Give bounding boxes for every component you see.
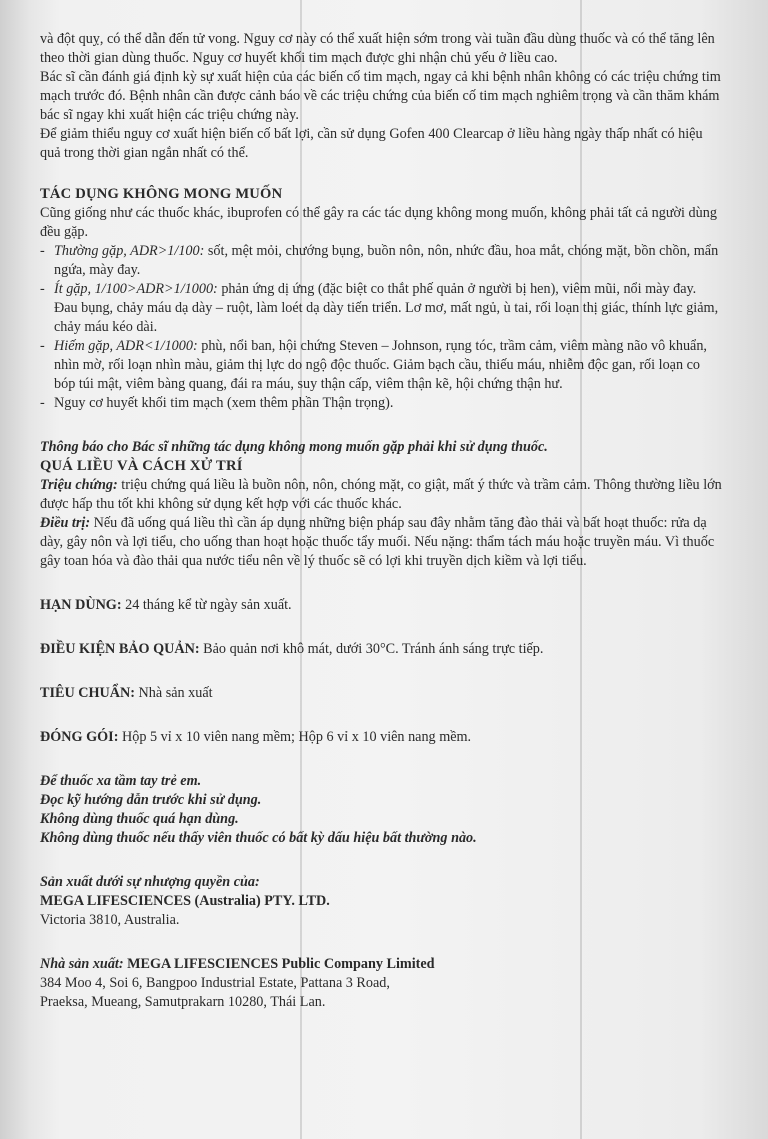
list-item	[40, 394, 722, 413]
manufacturer-address: Praeksa, Mueang, Samutprakarn 10280, Thái Lan.	[40, 994, 326, 1010]
licensor-address: Victoria 3810, Australia.	[40, 912, 180, 928]
packing	[40, 728, 722, 747]
symptoms-text: triệu chứng quá liều là buồn nôn, nôn, chóng mặt, co giật, mất ý thức và trầm cảm. Thông thường liều lớn được hấp thu tốt khi không sử dụng kết hợp với các thuốc khác.	[40, 477, 722, 512]
list-item-text: sốt, mệt mỏi, chướng bụng, buồn nôn, nôn, nhức đầu, hoa mắt, chóng mặt, bồn chồn, mẩn ngứa, mày đay.	[54, 243, 719, 278]
adverse-effects-heading: TÁC DỤNG KHÔNG MONG MUỐN	[40, 186, 283, 202]
intro-paragraph: Để giảm thiểu nguy cơ xuất hiện biến cố bất lợi, cần sử dụng Gofen 400 Clearcap ở liều hàng ngày thấp nhất có hiệu quả trong thời gian ngắn nhất có thể.	[40, 126, 703, 161]
manufacturer-company: MEGA LIFESCIENCES Public Company Limited	[123, 956, 435, 972]
list-item-text: phản ứng dị ứng (đặc biệt co thắt phế quản ở người bị hen), viêm mũi, nổi mày đay. Đau bụng, chảy máu dạ dày – ruột, làm loét dạ dày tiến triển. Lơ mơ, mất ngủ, ù tai, rối loạn thị giác, thính lực giảm, chảy máu kéo dài.	[54, 281, 719, 335]
list-item-text: Nguy cơ huyết khối tim mạch (xem thêm phần Thận trọng).	[54, 395, 394, 411]
manufacturer-block	[40, 955, 722, 1012]
symptoms-label: Triệu chứng:	[40, 477, 118, 493]
warning-line: Không dùng thuốc quá hạn dùng.	[40, 811, 239, 827]
shelf-life-value: 24 tháng kể từ ngày sản xuất.	[121, 597, 292, 613]
packing-value: Hộp 5 vỉ x 10 viên nang mềm; Hộp 6 vỉ x 10 viên nang mềm.	[118, 729, 472, 745]
treatment-label: Điều trị:	[40, 515, 91, 531]
adverse-effects-list	[40, 242, 722, 413]
overdose-heading: QUÁ LIỀU VÀ CÁCH XỬ TRÍ	[40, 458, 243, 474]
packing-label: ĐÓNG GÓI:	[40, 729, 119, 745]
licensor-company: MEGA LIFESCIENCES (Australia) PTY. LTD.	[40, 893, 330, 909]
list-item	[40, 242, 722, 280]
overdose-treatment	[40, 514, 722, 571]
adverse-effects-intro: Cũng giống như các thuốc khác, ibuprofen có thể gây ra các tác dụng không mong muốn, không phải tất cả người dùng đều gặp.	[40, 205, 717, 240]
list-item	[40, 280, 722, 337]
standard-label: TIÊU CHUẨN:	[40, 685, 135, 701]
manufacturer-address: 384 Moo 4, Soi 6, Bangpoo Industrial Estate, Pattana 3 Road,	[40, 975, 390, 991]
document-content	[40, 30, 722, 1012]
warning-line: Không dùng thuốc nếu thấy viên thuốc có bất kỳ dấu hiệu bất thường nào.	[40, 830, 477, 846]
storage-value: Bảo quản nơi khô mát, dưới 30°C. Tránh ánh sáng trực tiếp.	[199, 641, 544, 657]
frequency-label: Thường gặp, ADR>1/100:	[54, 243, 205, 259]
intro-paragraph: Bác sĩ cần đánh giá định kỳ sự xuất hiện của các biến cố tim mạch, ngay cả khi bệnh nhân không có các triệu chứng tim mạch trước đó. Bệnh nhân cần được cảnh báo về các triệu chứng của biến cố tim mạch nghiêm trọng và cần thăm khám bác sĩ ngay khi xuất hiện các triệu chứng này.	[40, 69, 721, 123]
intro-paragraph: và đột quỵ, có thể dẫn đến tử vong. Nguy cơ này có thể xuất hiện sớm trong vài tuần đầu dùng thuốc và có thể tăng lên theo thời gian dùng thuốc. Nguy cơ huyết khối tim mạch được ghi nhận chủ yếu ở liều cao.	[40, 31, 715, 66]
list-item-text: phù, nổi ban, hội chứng Steven – Johnson, rụng tóc, trầm cảm, viêm màng não vô khuẩn, nhìn mờ, rối loạn nhìn màu, giảm thị lực do ngộ độc thuốc. Giảm bạch cầu, thiếu máu, nhiễm độc gan, rối loạn co bóp túi mật, viêm bàng quang, đái ra máu, suy thận cấp, viêm thận kẽ, hội chứng thận hư.	[54, 338, 707, 392]
licensor-block	[40, 873, 722, 930]
storage-label: ĐIỀU KIỆN BẢO QUẢN:	[40, 641, 200, 657]
warning-line: Để thuốc xa tầm tay trẻ em.	[40, 773, 202, 789]
shelf-life	[40, 596, 722, 615]
manufacturer-label: Nhà sản xuất:	[40, 956, 124, 972]
frequency-label: Ít gặp, 1/100>ADR>1/1000:	[54, 281, 218, 297]
standard-value: Nhà sản xuất	[134, 685, 213, 701]
licensor-label: Sản xuất dưới sự nhượng quyền của:	[40, 874, 260, 890]
frequency-label: Hiếm gặp, ADR<1/1000:	[54, 338, 198, 354]
overdose-symptoms	[40, 476, 722, 514]
shelf-life-label: HẠN DÙNG:	[40, 597, 122, 613]
adverse-effects-notice: Thông báo cho Bác sĩ những tác dụng không mong muốn gặp phải khi sử dụng thuốc.	[40, 439, 548, 455]
manufacturer-line	[40, 955, 722, 974]
treatment-text: Nếu đã uống quá liều thì cần áp dụng những biện pháp sau đây nhằm tăng đào thải và bất hoạt thuốc: rửa dạ dày, gây nôn và lợi tiểu, cho uống than hoạt hoặc thuốc tẩy muối. Nếu nặng: thẩm tách máu hoặc truyền máu. Vì thuốc gây toan hóa và đào thải qua nước tiểu nên về lý thuốc sẽ có lợi khi truyền dịch kiềm và lợi tiểu.	[40, 515, 715, 569]
standard	[40, 684, 722, 703]
list-item	[40, 337, 722, 394]
warnings	[40, 772, 722, 848]
storage-conditions	[40, 640, 722, 659]
warning-line: Đọc kỹ hướng dẫn trước khi sử dụng.	[40, 792, 262, 808]
